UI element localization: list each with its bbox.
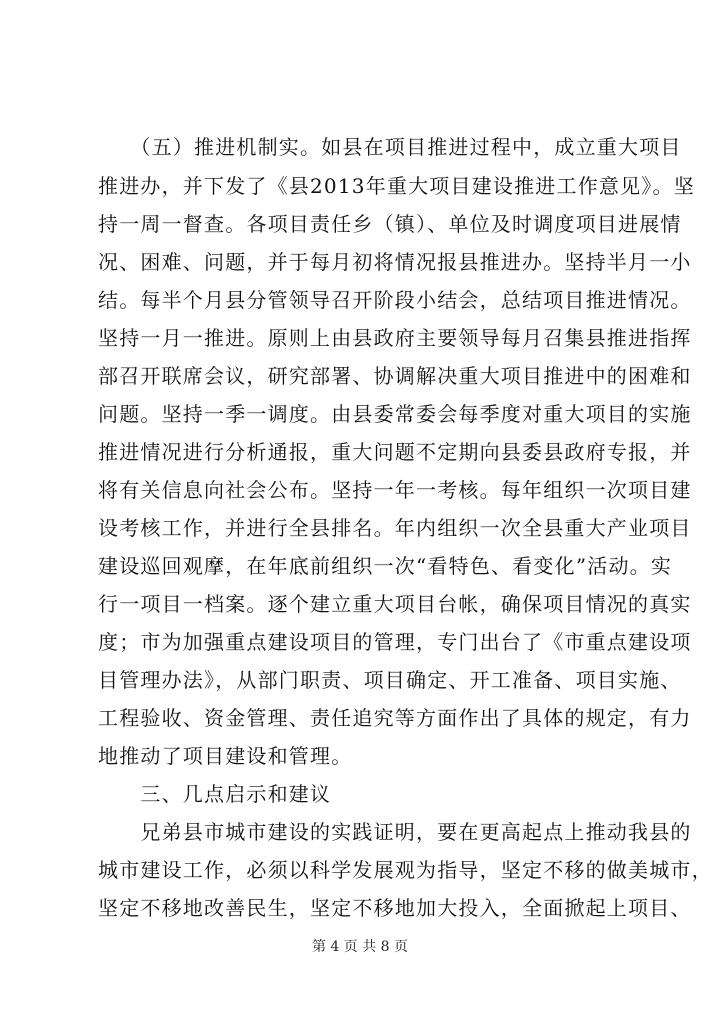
text-line: （五）推进机制实。如县在项目推进过程中，成立重大项目 <box>98 135 682 159</box>
text-line: 行一项目一档案。逐个建立重大项目台帐，确保项目情况的真实 <box>98 592 692 616</box>
text-line: 建设巡回观摩，在年底前组织一次“看特色、看变化”活动。实 <box>98 554 673 578</box>
text-line: 将有关信息向社会公布。坚持一年一考核。每年组织一次项目建 <box>98 478 692 502</box>
text-line: 况、困难、问题，并于每月初将情况报县推进办。坚持半月一小 <box>98 250 692 274</box>
text-line: 推进办，并下发了《县2013年重大项目建设推进工作意见》。坚 <box>98 174 695 198</box>
text-line: 目管理办法》，从部门职责、项目确定、开工准备、项目实施、 <box>98 668 682 692</box>
text-line: 城市建设工作，必须以科学发展观为指导，坚定不移的做美城市， <box>98 858 713 882</box>
text-line: 度；市为加强重点建设项目的管理，专门出台了《市重点建设项 <box>98 630 692 654</box>
text-line: 地推动了项目建设和管理。 <box>98 744 353 768</box>
text-line: 坚定不移地改善民生，坚定不移地加大投入，全面掀起上项目、 <box>98 896 692 920</box>
text-line: 工程验收、资金管理、责任追究等方面作出了具体的规定，有力 <box>98 706 692 730</box>
text-line: 推进情况进行分析通报，重大问题不定期向县委县政府专报，并 <box>98 440 692 464</box>
page-number-footer: 第 4 页 共 8 页 <box>311 939 409 955</box>
text-line: 部召开联席会议，研究部署、协调解决重大项目推进中的困难和 <box>98 364 692 388</box>
text-line: 持一周一督查。各项目责任乡（镇）、单位及时调度项目进展情 <box>98 212 682 236</box>
text-line: 坚持一月一推进。原则上由县政府主要领导每月召集县推进指挥 <box>98 326 692 350</box>
text-line: 兄弟县市城市建设的实践证明，要在更高起点上推动我县的 <box>98 820 692 844</box>
section-heading: 三、几点启示和建议 <box>98 782 332 806</box>
text-line: 设考核工作，并进行全县排名。年内组织一次全县重大产业项目 <box>98 516 692 540</box>
text-line: 结。每半个月县分管领导召开阶段小结会，总结项目推进情况。 <box>98 288 692 312</box>
text-line: 问题。坚持一季一调度。由县委常委会每季度对重大项目的实施 <box>98 402 692 426</box>
